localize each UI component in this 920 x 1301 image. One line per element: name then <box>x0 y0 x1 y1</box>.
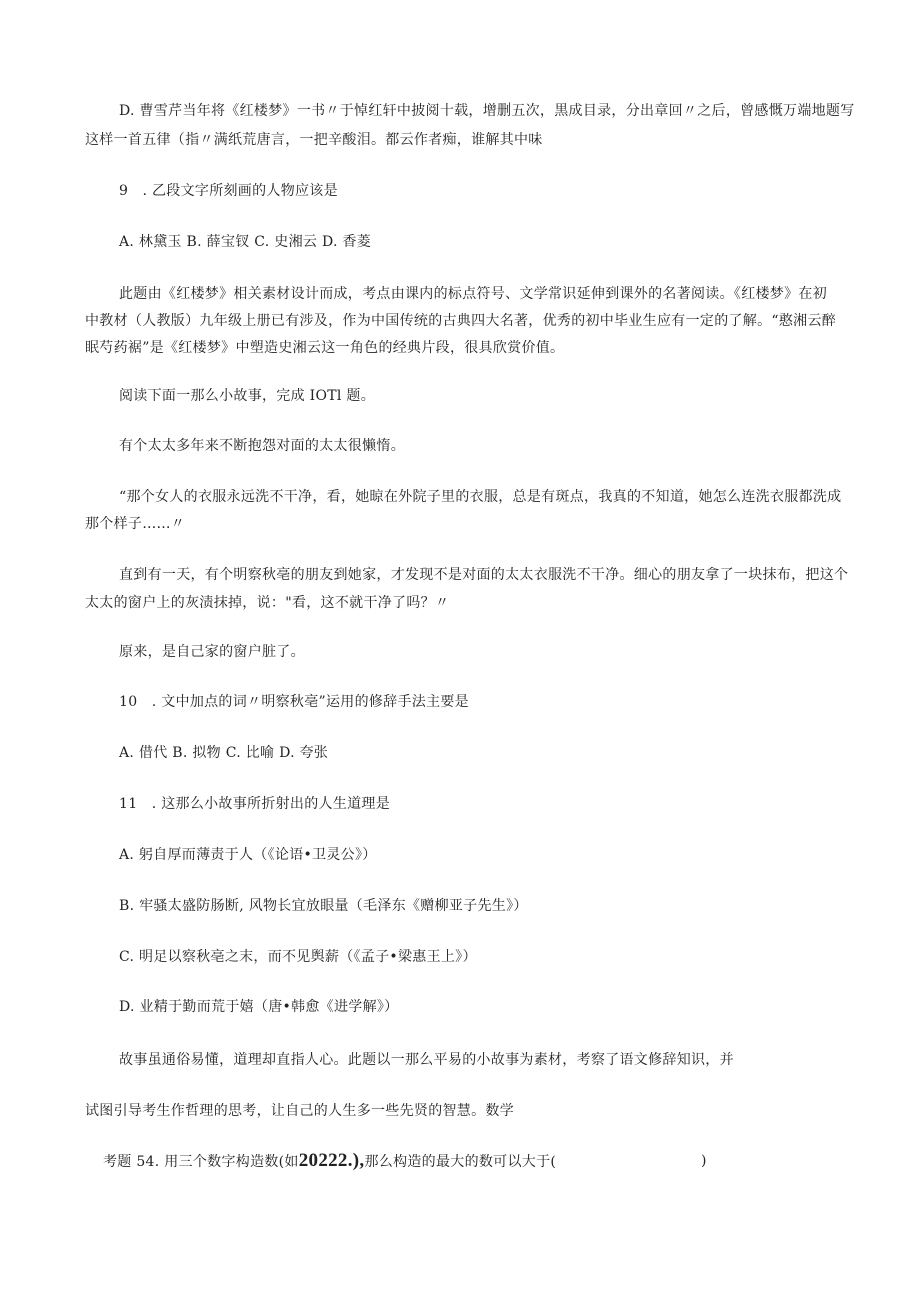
story-line-5: 太太的窗户上的灰渍抹掉，说："看，这不就干净了吗？〃 <box>85 595 450 611</box>
math-question-close-paren: ) <box>701 1153 707 1169</box>
question-11-option-d: D. 业精于勤而荒于嬉（唐•韩愈《进学解》） <box>119 999 399 1015</box>
question-9: 9 . 乙段文字所刻画的人物应该是 <box>119 183 338 199</box>
math-question-suffix: 那么构造的最大的数可以大于( <box>364 1154 557 1170</box>
math-question-example: 20222.) <box>298 1150 360 1171</box>
story-line-6: 原来，是自己家的窗户脏了。 <box>119 644 305 660</box>
story-line-2: “那个女人的衣服永远洗不干净，看，她晾在外院子里的衣服，总是有斑点，我真的不知道，她怎么连洗衣服都洗成 <box>119 489 842 505</box>
text-line-7: 眠芍药裾”是《红楼梦》中塑造史湘云这一角色的经典片段，很具欣赏价值。 <box>85 340 565 356</box>
text-line-2: 这样一首五律（指〃满纸荒唐言，一把辛酸泪。都云作者痴，谁解其中味 <box>85 132 543 148</box>
analysis-line-1: 故事虽通俗易懂，道理却直指人心。此题以一那么平易的小故事为素材，考察了语文修辞知识，并 <box>119 1052 734 1068</box>
text-line-5: 此题由《红楼梦》相关素材设计而成，考点由课内的标点符号、文学常识延伸到课外的名著阅读。《红楼梦》在初 <box>119 286 827 302</box>
story-line-1: 有个太太多年来不断抱怨对面的太太很懒惰。 <box>119 438 405 454</box>
math-question-54 <box>103 1151 556 1172</box>
question-9-options: A. 林黛玉 B. 薛宝钗 C. 史湘云 D. 香菱 <box>119 234 372 250</box>
question-10-options: A. 借代 B. 拟物 C. 比喻 D. 夸张 <box>119 745 329 761</box>
question-11-option-b: B. 牢骚太盛防肠断, 风物长宜放眼量（毛泽东《赠柳亚子先生》） <box>119 898 528 914</box>
math-question-prefix: 考题 54. 用三个数字构造数(如 <box>103 1154 299 1170</box>
text-line-6: 中教材（人教版）九年级上册已有涉及，作为中国传统的古典四大名著，优秀的初中毕业生应有一定的了解。“憨湘云醉 <box>85 313 837 329</box>
question-11: 11 . 这那么小故事所折射出的人生道理是 <box>119 796 391 812</box>
story-line-3: 那个样子……〃 <box>85 516 186 532</box>
question-11-option-c: C. 明足以察秋亳之末，而不见舆薪（《孟子•梁惠王上》） <box>119 949 477 965</box>
story-line-4: 直到有一天，有个明察秋亳的朋友到她家，才发现不是对面的太太衣服洗不干净。细心的朋友拿了一块抹布，把这个 <box>119 567 849 583</box>
analysis-line-2: 试图引导考生作哲理的思考，让自己的人生多一些先贤的智慧。数学 <box>85 1103 514 1119</box>
question-11-option-a: A. 躬自厚而薄责于人（《论语•卫灵公》） <box>119 847 377 863</box>
reading-instruction: 阅读下面一那么小故事，完成 IOTl 题。 <box>119 388 376 404</box>
text-line-1: D. 曹雪芹当年将《红楼梦》一书〃于悼红轩中披阅十载，增删五次，黒成目录，分出章回〃之后，曾感慨万端地题写 <box>119 103 855 119</box>
question-10: 10 . 文中加点的词〃明察秋亳”运用的修辞手法主要是 <box>119 694 469 710</box>
math-question-comma: , <box>359 1150 365 1171</box>
